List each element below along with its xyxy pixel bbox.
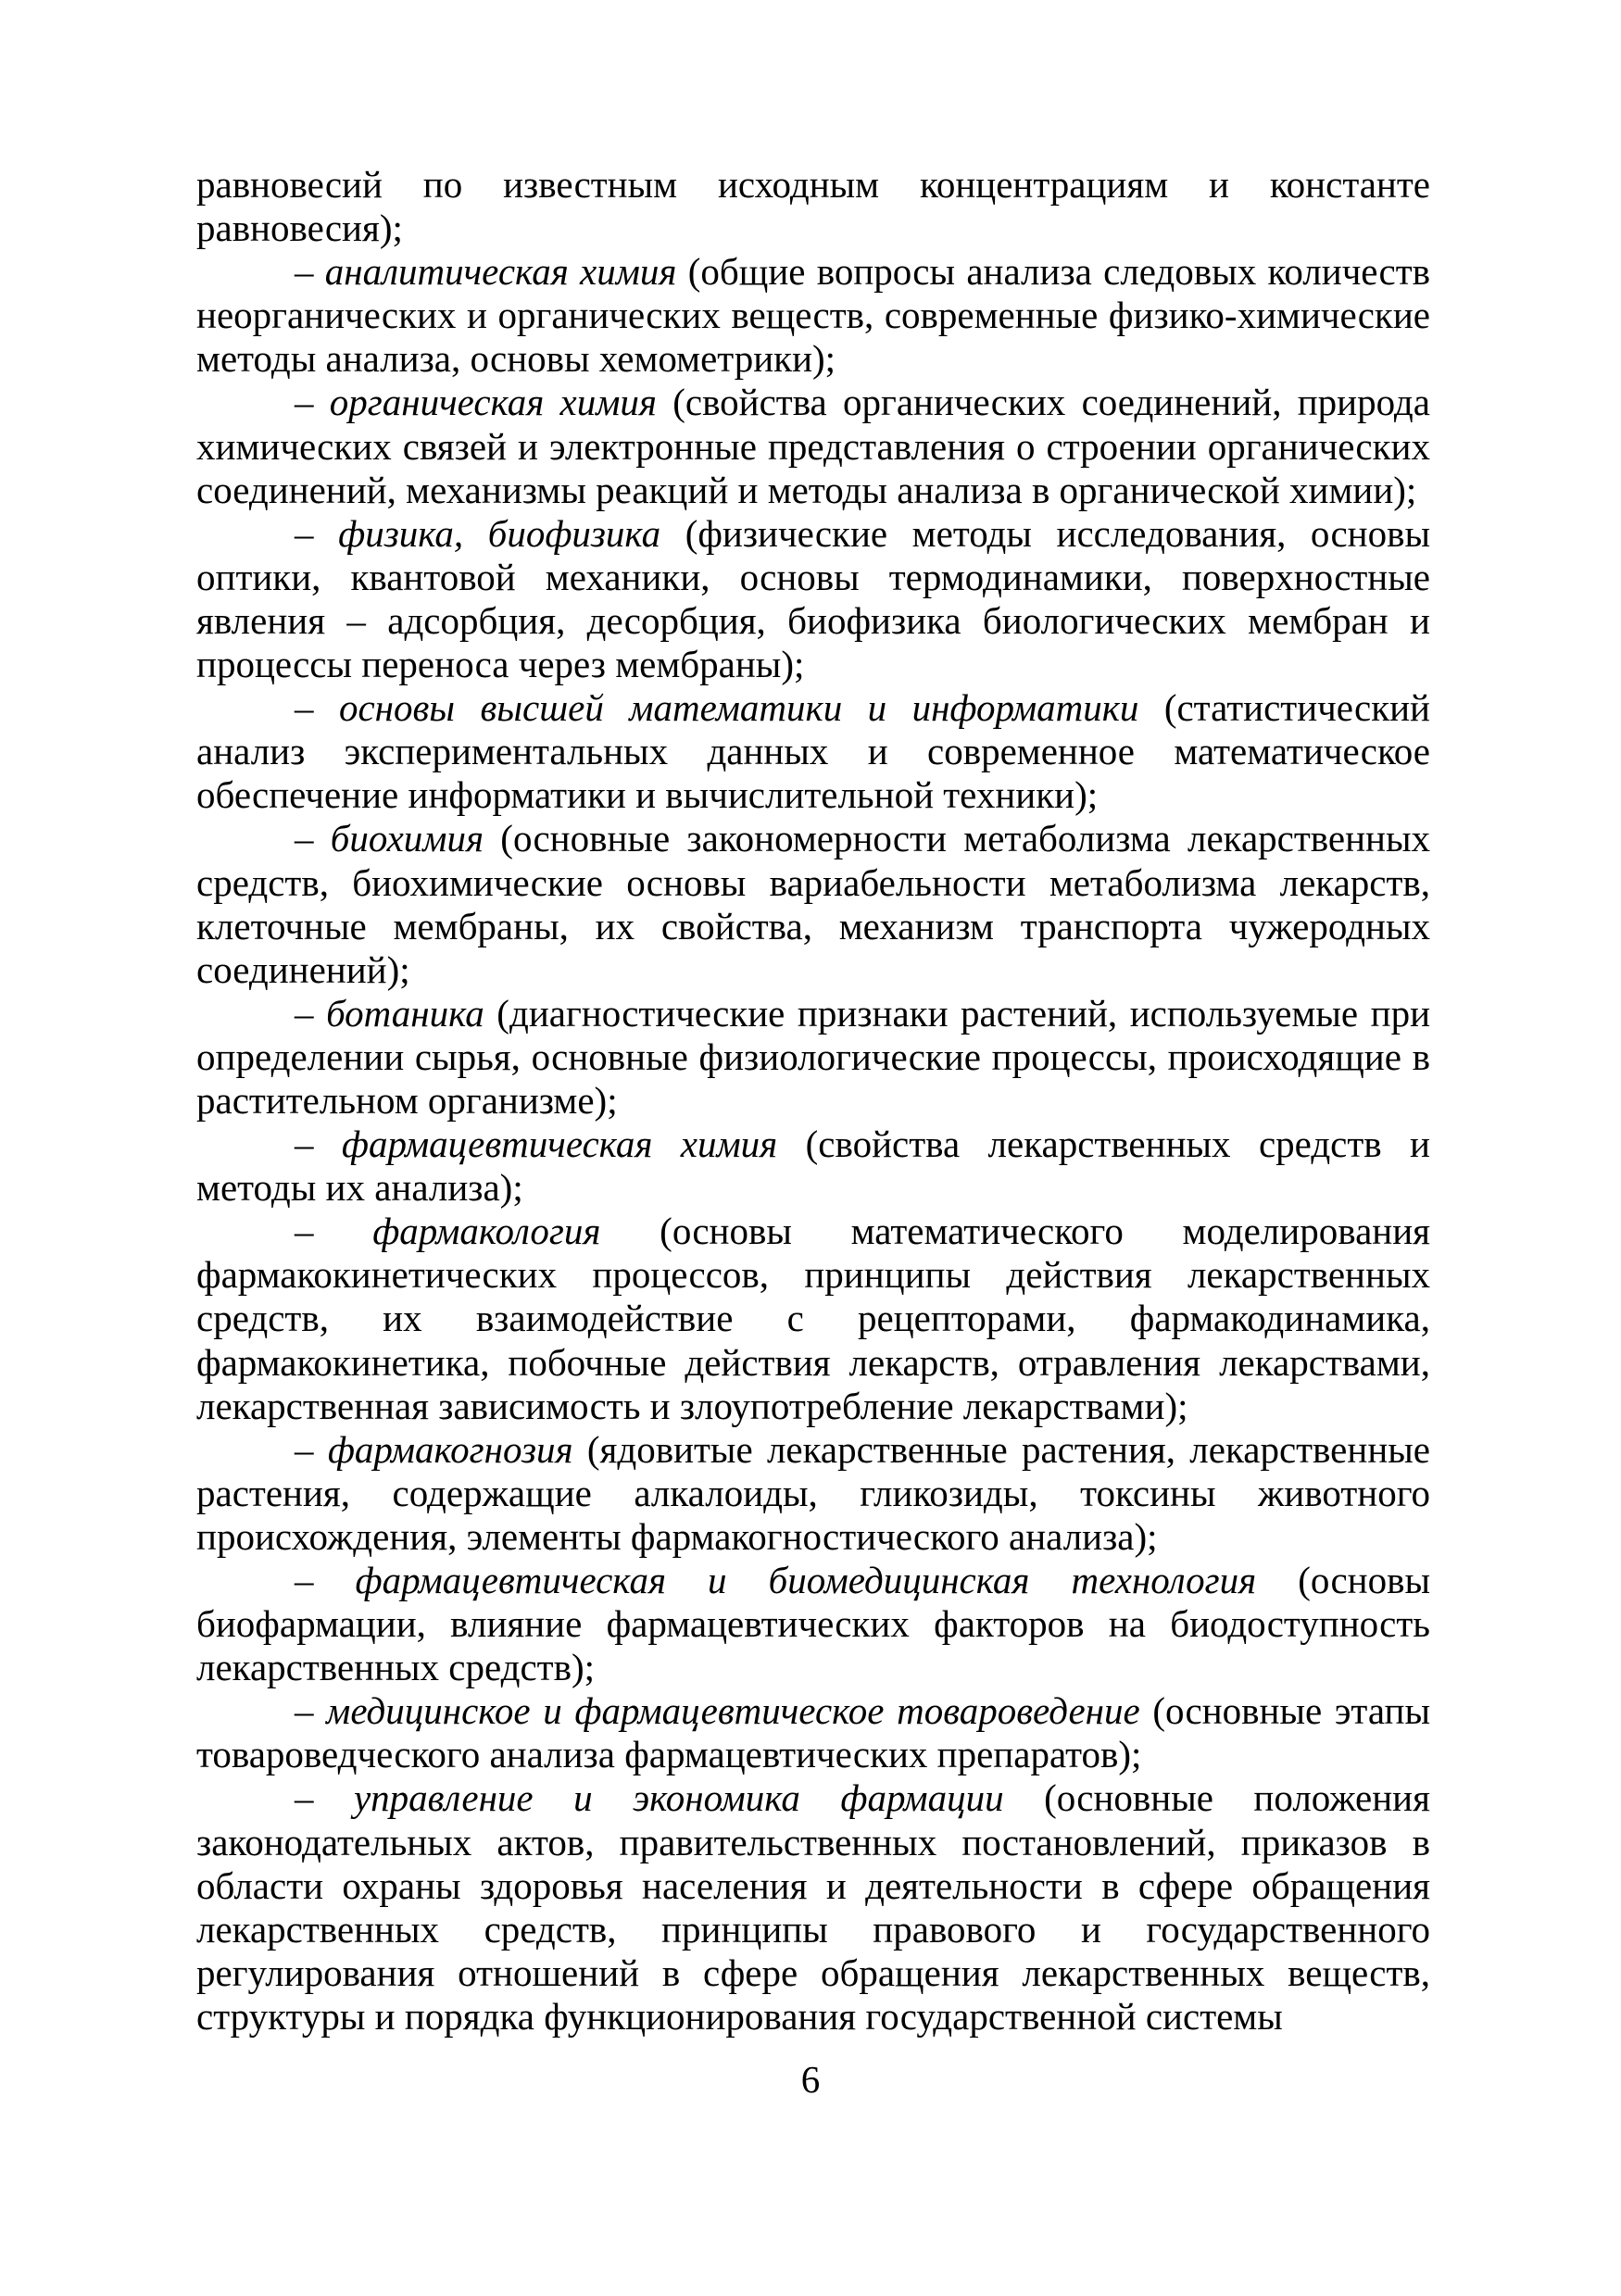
- list-item: [196, 1428, 1430, 1559]
- item-description: (основы математического моделирования фармакокинетических процессов, принципы действия лекарственных средств, их взаимодействие с рецепторами, фармакодинамика, фармакокинетика, побочные действия лекарств, отравления лекарствами, лекарственная зависимость и злоупотребление лекарствами);: [196, 1210, 1431, 1427]
- item-term: аналитическая химия: [324, 250, 677, 294]
- item-term: биохимия: [330, 817, 484, 860]
- item-description: (основные этапы товароведческого анализа фармацевтических препаратов);: [196, 1689, 1430, 1776]
- item-description: (свойства лекарственных средств и методы их анализа);: [196, 1123, 1430, 1210]
- item-dash: –: [295, 381, 330, 424]
- item-dash: –: [295, 250, 325, 294]
- item-dash: –: [295, 1689, 327, 1733]
- item-description: (ядовитые лекарственные растения, лекарственные растения, содержащие алкалоиды, гликозиды, токсины животного происхождения, элементы фармакогностического анализа);: [196, 1427, 1431, 1558]
- item-term: органическая химия: [329, 381, 657, 424]
- item-dash: –: [295, 1559, 356, 1601]
- item-dash: –: [295, 817, 331, 860]
- item-description: (физические методы исследования, основы оптики, квантовой механики, основы термодинамики, поверхностные явления – адсорбция, десорбция, биофизика биологических мембран и процессы переноса через мембраны);: [196, 511, 1430, 686]
- list-item: [196, 817, 1430, 991]
- body-text: [196, 163, 1430, 2039]
- list-item: [196, 686, 1430, 817]
- item-dash: –: [295, 1210, 373, 1253]
- item-term: фармакология: [372, 1210, 601, 1253]
- item-term: фармацевтическая химия: [341, 1123, 778, 1166]
- list-item: [196, 1210, 1430, 1427]
- item-term: управление и экономика фармации: [353, 1776, 1004, 1820]
- item-description: (основные закономерности метаболизма лекарственных средств, биохимические основы вариабельности метаболизма лекарств, клеточные мембраны, их свойства, механизм транспорта чужеродных соединений);: [196, 817, 1431, 991]
- list-item: [196, 381, 1430, 511]
- item-dash: –: [295, 1123, 342, 1166]
- list-item: [196, 1689, 1430, 1776]
- list-item: [196, 1776, 1430, 2039]
- item-description: (основные положения законодательных актов, правительственных постановлений, приказов в области охраны здоровья населения и деятельности в сфере обращения лекарственных средств, принципы правового и государственного регулирования отношений в сфере обращения лекарственных веществ, структуры и порядка функционирования государственной системы: [196, 1776, 1430, 2038]
- item-description: (общие вопросы анализа следовых количеств неорганических и органических веществ, современные физико-химические методы анализа, основы хемометрики);: [196, 250, 1431, 381]
- intro-paragraph: равновесий по известным исходным концентрациям и константе равновесия);: [196, 163, 1430, 250]
- item-term: медицинское и фармацевтическое товароведение: [326, 1689, 1140, 1733]
- item-dash: –: [295, 1776, 354, 1820]
- list-item: [196, 992, 1430, 1123]
- item-term: фармакогнозия: [327, 1427, 573, 1471]
- item-dash: –: [295, 511, 339, 555]
- list-item: [196, 1123, 1430, 1210]
- page-number: 6: [800, 2058, 821, 2101]
- list-item: [196, 1559, 1430, 1689]
- item-term: ботаника: [326, 991, 484, 1035]
- item-description: (свойства органических соединений, природа химических связей и электронные представления о строении органических соединений, механизмы реакций и методы анализа в органической химии);: [196, 381, 1430, 511]
- item-description: (диагностические признаки растений, используемые при определении сырья, основные физиологические процессы, происходящие в растительном организме);: [196, 991, 1431, 1122]
- item-term: физика, биофизика: [338, 511, 661, 555]
- item-term: фармацевтическая и биомедицинская технология: [355, 1559, 1257, 1601]
- item-description: (статистический анализ экспериментальных данных и современное математическое обеспечение информатики и вычислительной техники);: [196, 686, 1430, 817]
- item-dash: –: [295, 991, 327, 1035]
- item-dash: –: [295, 1427, 328, 1471]
- item-term: основы высшей математики и информатики: [338, 686, 1139, 730]
- list-item: [196, 250, 1430, 381]
- list-item: [196, 512, 1430, 686]
- item-dash: –: [295, 686, 339, 730]
- item-description: (основы биофармации, влияние фармацевтических факторов на биодоступность лекарственных средств);: [196, 1559, 1430, 1689]
